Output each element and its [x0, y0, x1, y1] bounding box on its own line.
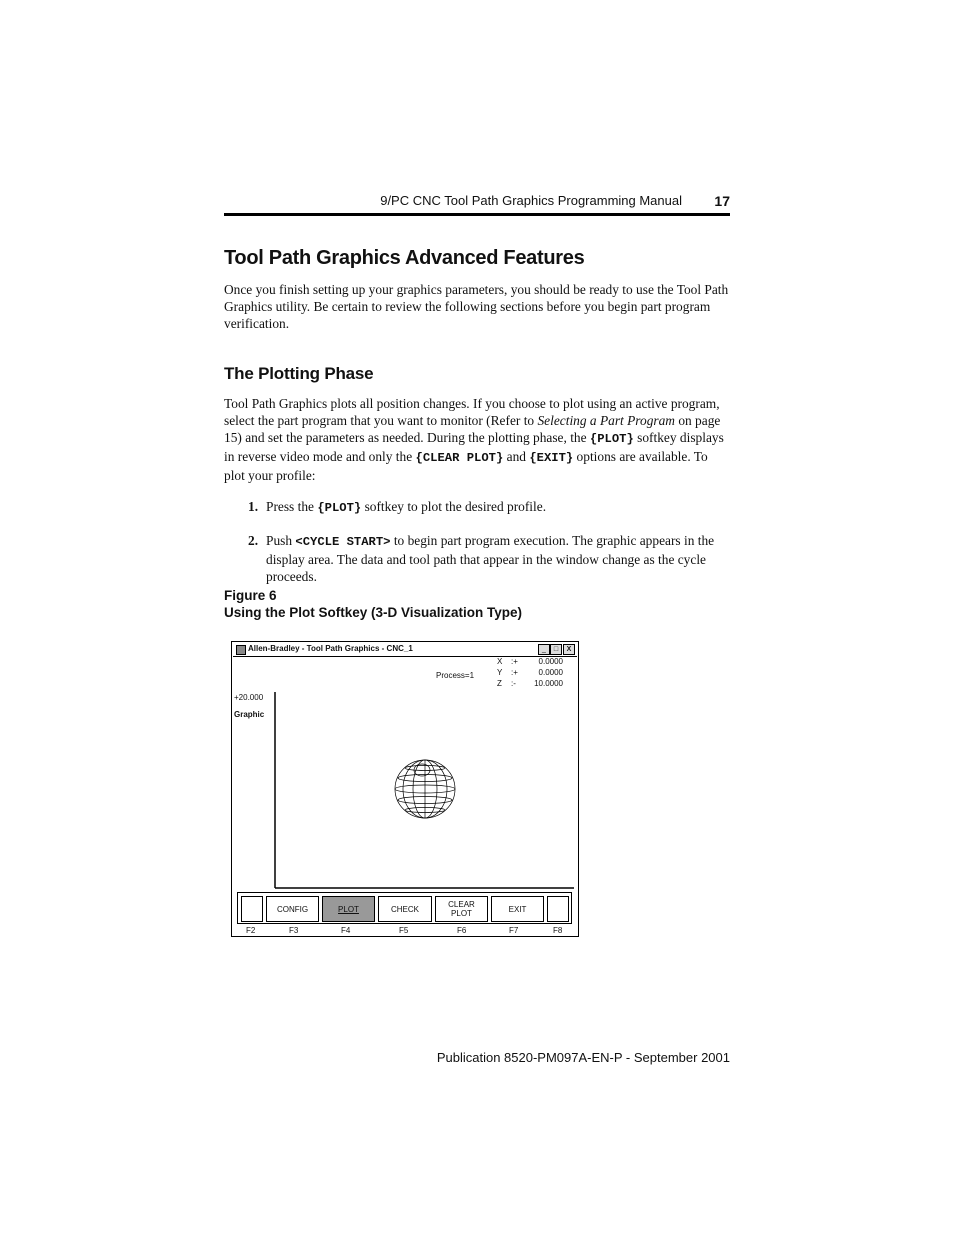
minimize-icon[interactable]: _	[538, 644, 550, 655]
fkey-label: F5	[399, 926, 409, 935]
softkey-blank-f8[interactable]	[547, 896, 569, 922]
para-text-2: on page 15) and set the parameters as needed. During the plotting phase, the	[224, 413, 721, 445]
softkey-label: PLOT	[338, 904, 359, 914]
clear-plot-key-text: {CLEAR PLOT}	[415, 451, 504, 465]
cross-reference: Selecting a Part Program	[537, 413, 675, 428]
softkey-blank-f2[interactable]	[241, 896, 263, 922]
softkey-check[interactable]	[378, 896, 432, 922]
fkey-label: F8	[553, 926, 563, 935]
step-number: 2.	[248, 533, 259, 548]
fkey-label: F3	[289, 926, 299, 935]
softkey-bar	[237, 892, 572, 924]
exit-key-text: {EXIT}	[529, 451, 574, 465]
axis-value: 10.0000	[534, 679, 563, 688]
window-titlebar	[233, 643, 577, 657]
softkey-label-line1: CLEAR	[448, 900, 475, 909]
app-window-screenshot	[231, 641, 579, 937]
fkey-label: F6	[457, 926, 467, 935]
window-title: Allen-Bradley - Tool Path Graphics - CNC_1	[248, 644, 413, 653]
publication-footer: Publication 8520-PM097A-EN-P - September 2001	[436, 1050, 730, 1065]
softkey-label-line2: PLOT	[451, 909, 472, 918]
softkey-clear-plot[interactable]	[435, 896, 488, 922]
scale-value: +20.000	[234, 693, 264, 702]
plotting-paragraph	[224, 395, 730, 484]
maximize-icon[interactable]: □	[550, 644, 562, 655]
running-title: 9/PC CNC Tool Path Graphics Programming Manual	[380, 193, 682, 208]
axis-sign: :+	[511, 657, 518, 666]
para-text-4: and	[503, 449, 530, 464]
fkey-label: F7	[509, 926, 519, 935]
step-text: Push	[266, 533, 296, 548]
graphic-label: Graphic	[234, 710, 265, 719]
softkey-config[interactable]	[266, 896, 319, 922]
axis-name: Y	[497, 668, 503, 677]
axis-value: 0.0000	[538, 668, 563, 677]
plot-key-text: {PLOT}	[589, 432, 634, 446]
app-icon	[236, 645, 246, 655]
page-number: 17	[714, 193, 730, 209]
para-text-5: options are available. To plot your profile:	[224, 449, 708, 483]
running-header	[224, 190, 730, 212]
step-number: 1.	[248, 499, 259, 514]
intro-paragraph: Once you finish setting up your graphics parameters, you should be ready to use the Tool Path Graphics utility. Be certain to review the following sections before you begin part program verification.	[224, 282, 729, 331]
para-text-1: Tool Path Graphics plots all position changes. If you choose to plot using an active program, select the part program that you want to monitor (Refer to	[224, 396, 720, 428]
softkey-plot[interactable]	[322, 896, 375, 922]
step-body	[266, 532, 730, 585]
step-text: to begin part program execution. The graphic appears in the display area. The data and tool path that appear in the window change as the cycle proceeds.	[266, 533, 715, 584]
axis-value: 0.0000	[538, 657, 563, 666]
figure-number: Figure 6	[224, 588, 277, 603]
step-body	[266, 498, 730, 517]
softkey-label: CONFIG	[276, 904, 309, 914]
section-title: Tool Path Graphics Advanced Features	[224, 247, 585, 269]
subsection-title: The Plotting Phase	[224, 364, 374, 383]
softkey-exit[interactable]	[491, 896, 544, 922]
plot-area	[274, 692, 574, 889]
softkey-label: CHECK	[390, 904, 419, 914]
figure-caption: Using the Plot Softkey (3-D Visualization Type)	[224, 605, 523, 620]
para-text-3: softkey displays in reverse video mode and only the	[224, 430, 724, 464]
axis-sign: :-	[511, 679, 516, 688]
axis-sign: :+	[511, 668, 518, 677]
process-label: Process=1	[436, 671, 475, 680]
step-key: <CYCLE START>	[295, 535, 391, 549]
header-rule	[224, 213, 730, 216]
fkey-label: F4	[341, 926, 351, 935]
fkey-label: F2	[246, 926, 256, 935]
sphere-toolpath-graphic	[395, 760, 455, 818]
step-text: Press the	[266, 499, 318, 514]
axis-name: X	[497, 657, 503, 666]
step-key: {PLOT}	[317, 501, 362, 515]
axis-name: Z	[497, 679, 502, 688]
step-text: softkey to plot the desired profile.	[361, 499, 547, 514]
close-icon[interactable]: X	[563, 644, 575, 655]
softkey-label: EXIT	[508, 904, 527, 914]
